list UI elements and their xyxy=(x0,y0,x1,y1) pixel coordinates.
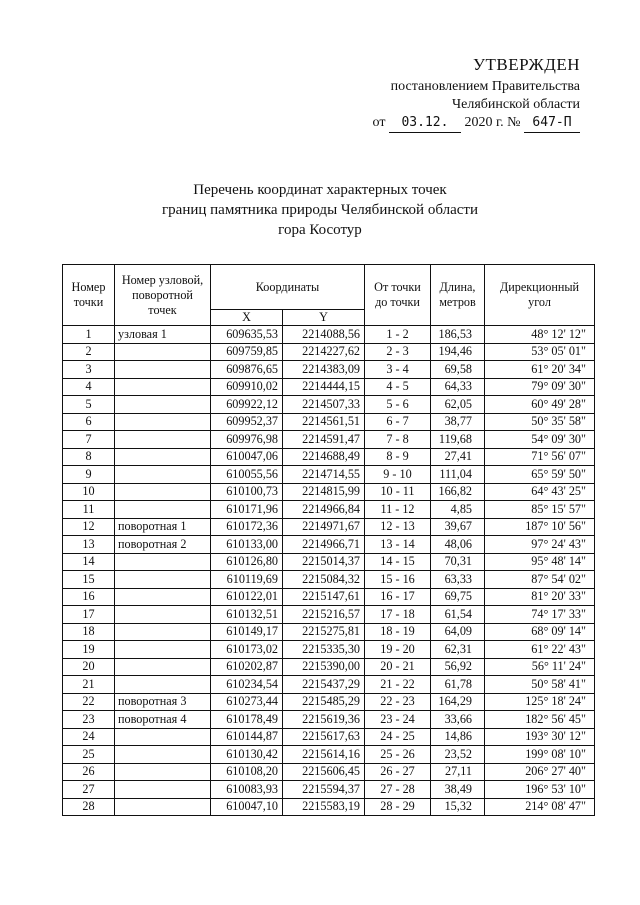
cell-length: 56,92 xyxy=(431,658,485,676)
cell-y: 2215594,37 xyxy=(283,781,365,799)
cell-segment: 4 - 5 xyxy=(365,378,431,396)
approval-date: 03.12. xyxy=(389,114,461,133)
cell-point-type: поворотная 2 xyxy=(115,536,211,554)
cell-length: 62,31 xyxy=(431,641,485,659)
cell-length: 38,77 xyxy=(431,413,485,431)
header-length: Длина, метров xyxy=(431,265,485,326)
cell-point-type xyxy=(115,781,211,799)
cell-segment: 21 - 22 xyxy=(365,676,431,694)
cell-length: 48,06 xyxy=(431,536,485,554)
cell-point-number: 9 xyxy=(63,466,115,484)
table-body xyxy=(63,326,595,816)
table-row xyxy=(63,396,595,414)
cell-point-type: поворотная 3 xyxy=(115,693,211,711)
header-y: Y xyxy=(283,310,365,326)
cell-segment: 11 - 12 xyxy=(365,501,431,519)
cell-point-type xyxy=(115,798,211,816)
cell-point-type xyxy=(115,553,211,571)
cell-x: 609910,02 xyxy=(211,378,283,396)
cell-point-type xyxy=(115,396,211,414)
cell-x: 610132,51 xyxy=(211,606,283,624)
table-row xyxy=(63,483,595,501)
cell-segment: 2 - 3 xyxy=(365,343,431,361)
cell-point-number: 6 xyxy=(63,413,115,431)
cell-y: 2214561,51 xyxy=(283,413,365,431)
cell-x: 609635,53 xyxy=(211,326,283,344)
cell-x: 610130,42 xyxy=(211,746,283,764)
cell-x: 610119,69 xyxy=(211,571,283,589)
cell-length: 119,68 xyxy=(431,431,485,449)
table-row xyxy=(63,658,595,676)
cell-segment: 23 - 24 xyxy=(365,711,431,729)
header-x: X xyxy=(211,310,283,326)
cell-angle: 87° 54' 02" xyxy=(485,571,595,589)
cell-segment: 6 - 7 xyxy=(365,413,431,431)
table-row xyxy=(63,728,595,746)
cell-point-type: поворотная 1 xyxy=(115,518,211,536)
cell-point-number: 16 xyxy=(63,588,115,606)
cell-x: 610202,87 xyxy=(211,658,283,676)
cell-x: 610126,80 xyxy=(211,553,283,571)
table-row xyxy=(63,798,595,816)
cell-y: 2215583,19 xyxy=(283,798,365,816)
cell-point-number: 24 xyxy=(63,728,115,746)
cell-point-type xyxy=(115,413,211,431)
cell-segment: 19 - 20 xyxy=(365,641,431,659)
cell-angle: 187° 10' 56" xyxy=(485,518,595,536)
cell-angle: 95° 48' 14" xyxy=(485,553,595,571)
cell-y: 2215614,16 xyxy=(283,746,365,764)
table-row xyxy=(63,781,595,799)
cell-point-number: 15 xyxy=(63,571,115,589)
cell-point-type xyxy=(115,343,211,361)
cell-length: 27,41 xyxy=(431,448,485,466)
cell-length: 61,78 xyxy=(431,676,485,694)
cell-length: 62,05 xyxy=(431,396,485,414)
cell-point-type xyxy=(115,658,211,676)
cell-angle: 125° 18' 24" xyxy=(485,693,595,711)
cell-angle: 61° 20' 34" xyxy=(485,361,595,379)
cell-point-type: поворотная 4 xyxy=(115,711,211,729)
header-point-type: Номер узловой, поворотной точек xyxy=(115,265,211,326)
cell-angle: 50° 35' 58" xyxy=(485,413,595,431)
cell-x: 610234,54 xyxy=(211,676,283,694)
cell-point-number: 26 xyxy=(63,763,115,781)
cell-y: 2215014,37 xyxy=(283,553,365,571)
cell-angle: 81° 20' 33" xyxy=(485,588,595,606)
cell-segment: 22 - 23 xyxy=(365,693,431,711)
cell-x: 610144,87 xyxy=(211,728,283,746)
cell-segment: 25 - 26 xyxy=(365,746,431,764)
cell-point-number: 17 xyxy=(63,606,115,624)
header-point-number: Номер точки xyxy=(63,265,115,326)
cell-point-number: 1 xyxy=(63,326,115,344)
cell-point-number: 7 xyxy=(63,431,115,449)
cell-y: 2215485,29 xyxy=(283,693,365,711)
cell-segment: 1 - 2 xyxy=(365,326,431,344)
table-row xyxy=(63,606,595,624)
cell-segment: 9 - 10 xyxy=(365,466,431,484)
cell-length: 38,49 xyxy=(431,781,485,799)
cell-x: 610108,20 xyxy=(211,763,283,781)
title-line-2: границ памятника природы Челябинской области xyxy=(162,202,478,218)
table-row xyxy=(63,553,595,571)
cell-segment: 12 - 13 xyxy=(365,518,431,536)
table-row xyxy=(63,326,595,344)
cell-segment: 5 - 6 xyxy=(365,396,431,414)
cell-angle: 199° 08' 10" xyxy=(485,746,595,764)
table-row xyxy=(63,431,595,449)
cell-x: 610122,01 xyxy=(211,588,283,606)
cell-x: 610047,06 xyxy=(211,448,283,466)
approval-year: 2020 г. xyxy=(464,115,504,130)
cell-length: 70,31 xyxy=(431,553,485,571)
cell-point-number: 12 xyxy=(63,518,115,536)
cell-y: 2215147,61 xyxy=(283,588,365,606)
cell-point-type xyxy=(115,448,211,466)
cell-point-type xyxy=(115,483,211,501)
table-row xyxy=(63,361,595,379)
table-row xyxy=(63,466,595,484)
table-row xyxy=(63,623,595,641)
cell-y: 2214714,55 xyxy=(283,466,365,484)
cell-length: 164,29 xyxy=(431,693,485,711)
table-row xyxy=(63,676,595,694)
cell-point-type xyxy=(115,623,211,641)
cell-x: 610178,49 xyxy=(211,711,283,729)
cell-point-number: 5 xyxy=(63,396,115,414)
cell-y: 2214383,09 xyxy=(283,361,365,379)
header-segment: От точки до точки xyxy=(365,265,431,326)
cell-point-type xyxy=(115,431,211,449)
cell-length: 111,04 xyxy=(431,466,485,484)
cell-y: 2215619,36 xyxy=(283,711,365,729)
title-line-1: Перечень координат характерных точек xyxy=(193,182,447,198)
cell-point-number: 25 xyxy=(63,746,115,764)
cell-x: 610083,93 xyxy=(211,781,283,799)
cell-y: 2215216,57 xyxy=(283,606,365,624)
cell-angle: 54° 09' 30" xyxy=(485,431,595,449)
table-row xyxy=(63,641,595,659)
table-row xyxy=(63,378,595,396)
approval-line-1: постановлением Правительства xyxy=(390,79,580,94)
title-line-3: гора Косотур xyxy=(278,222,362,238)
cell-length: 61,54 xyxy=(431,606,485,624)
approval-line-2: Челябинской области xyxy=(452,97,580,112)
cell-length: 63,33 xyxy=(431,571,485,589)
date-prefix: от xyxy=(372,115,386,130)
cell-length: 4,85 xyxy=(431,501,485,519)
cell-length: 15,32 xyxy=(431,798,485,816)
cell-y: 2215390,00 xyxy=(283,658,365,676)
cell-angle: 85° 15' 57" xyxy=(485,501,595,519)
cell-segment: 28 - 29 xyxy=(365,798,431,816)
cell-point-number: 14 xyxy=(63,553,115,571)
cell-point-number: 4 xyxy=(63,378,115,396)
cell-point-number: 20 xyxy=(63,658,115,676)
cell-length: 14,86 xyxy=(431,728,485,746)
cell-y: 2215437,29 xyxy=(283,676,365,694)
table-row xyxy=(63,711,595,729)
cell-angle: 64° 43' 25" xyxy=(485,483,595,501)
cell-length: 39,67 xyxy=(431,518,485,536)
cell-angle: 53° 05' 01" xyxy=(485,343,595,361)
cell-point-type xyxy=(115,501,211,519)
cell-angle: 68° 09' 14" xyxy=(485,623,595,641)
cell-segment: 26 - 27 xyxy=(365,763,431,781)
cell-angle: 206° 27' 40" xyxy=(485,763,595,781)
cell-segment: 3 - 4 xyxy=(365,361,431,379)
cell-segment: 27 - 28 xyxy=(365,781,431,799)
cell-length: 186,53 xyxy=(431,326,485,344)
table-row xyxy=(63,343,595,361)
cell-point-type: узловая 1 xyxy=(115,326,211,344)
cell-point-type xyxy=(115,466,211,484)
table-row xyxy=(63,518,595,536)
cell-segment: 8 - 9 xyxy=(365,448,431,466)
table-row xyxy=(63,693,595,711)
cell-point-type xyxy=(115,746,211,764)
cell-y: 2215084,32 xyxy=(283,571,365,589)
cell-segment: 7 - 8 xyxy=(365,431,431,449)
cell-angle: 71° 56' 07" xyxy=(485,448,595,466)
cell-point-number: 28 xyxy=(63,798,115,816)
cell-angle: 193° 30' 12" xyxy=(485,728,595,746)
cell-point-number: 21 xyxy=(63,676,115,694)
number-prefix: № xyxy=(507,115,521,130)
table-row xyxy=(63,746,595,764)
cell-segment: 13 - 14 xyxy=(365,536,431,554)
table-row xyxy=(63,763,595,781)
cell-x: 610171,96 xyxy=(211,501,283,519)
cell-y: 2214971,67 xyxy=(283,518,365,536)
cell-point-number: 22 xyxy=(63,693,115,711)
cell-y: 2214227,62 xyxy=(283,343,365,361)
cell-point-number: 8 xyxy=(63,448,115,466)
cell-angle: 196° 53' 10" xyxy=(485,781,595,799)
cell-y: 2215617,63 xyxy=(283,728,365,746)
cell-y: 2214688,49 xyxy=(283,448,365,466)
cell-length: 33,66 xyxy=(431,711,485,729)
table-row xyxy=(63,448,595,466)
cell-point-number: 10 xyxy=(63,483,115,501)
cell-x: 609976,98 xyxy=(211,431,283,449)
cell-point-type xyxy=(115,728,211,746)
cell-length: 69,75 xyxy=(431,588,485,606)
table-row xyxy=(63,588,595,606)
cell-angle: 182° 56' 45" xyxy=(485,711,595,729)
cell-point-number: 11 xyxy=(63,501,115,519)
header-angle: Дирекционный угол xyxy=(485,265,595,326)
coordinates-table xyxy=(62,264,595,816)
cell-angle: 50° 58' 41" xyxy=(485,676,595,694)
cell-point-number: 13 xyxy=(63,536,115,554)
header-coordinates: Координаты xyxy=(211,265,365,310)
cell-point-type xyxy=(115,763,211,781)
cell-point-type xyxy=(115,606,211,624)
cell-angle: 79° 09' 30" xyxy=(485,378,595,396)
cell-segment: 18 - 19 xyxy=(365,623,431,641)
cell-segment: 14 - 15 xyxy=(365,553,431,571)
cell-segment: 16 - 17 xyxy=(365,588,431,606)
cell-x: 610100,73 xyxy=(211,483,283,501)
cell-point-type xyxy=(115,571,211,589)
cell-x: 609759,85 xyxy=(211,343,283,361)
cell-segment: 24 - 25 xyxy=(365,728,431,746)
cell-point-number: 23 xyxy=(63,711,115,729)
cell-length: 194,46 xyxy=(431,343,485,361)
cell-point-type xyxy=(115,676,211,694)
cell-x: 610173,02 xyxy=(211,641,283,659)
cell-y: 2215335,30 xyxy=(283,641,365,659)
cell-length: 23,52 xyxy=(431,746,485,764)
approval-number: 647-П xyxy=(524,114,580,133)
cell-y: 2214591,47 xyxy=(283,431,365,449)
cell-point-number: 18 xyxy=(63,623,115,641)
cell-y: 2214966,84 xyxy=(283,501,365,519)
cell-angle: 97° 24' 43" xyxy=(485,536,595,554)
cell-angle: 65° 59' 50" xyxy=(485,466,595,484)
cell-point-number: 19 xyxy=(63,641,115,659)
cell-y: 2215606,45 xyxy=(283,763,365,781)
cell-segment: 10 - 11 xyxy=(365,483,431,501)
table-row xyxy=(63,501,595,519)
cell-x: 610055,56 xyxy=(211,466,283,484)
cell-y: 2214444,15 xyxy=(283,378,365,396)
cell-angle: 48° 12' 12" xyxy=(485,326,595,344)
cell-x: 610273,44 xyxy=(211,693,283,711)
cell-x: 610133,00 xyxy=(211,536,283,554)
cell-point-type xyxy=(115,361,211,379)
cell-length: 166,82 xyxy=(431,483,485,501)
approval-date-line xyxy=(330,114,580,133)
cell-y: 2214507,33 xyxy=(283,396,365,414)
cell-segment: 15 - 16 xyxy=(365,571,431,589)
cell-y: 2215275,81 xyxy=(283,623,365,641)
cell-y: 2214088,56 xyxy=(283,326,365,344)
table-row xyxy=(63,536,595,554)
cell-point-number: 27 xyxy=(63,781,115,799)
cell-angle: 61° 22' 43" xyxy=(485,641,595,659)
cell-x: 609952,37 xyxy=(211,413,283,431)
cell-angle: 60° 49' 28" xyxy=(485,396,595,414)
cell-angle: 74° 17' 33" xyxy=(485,606,595,624)
cell-angle: 56° 11' 24" xyxy=(485,658,595,676)
table-row xyxy=(63,571,595,589)
cell-x: 609922,12 xyxy=(211,396,283,414)
cell-x: 610047,10 xyxy=(211,798,283,816)
cell-point-type xyxy=(115,378,211,396)
cell-length: 69,58 xyxy=(431,361,485,379)
approval-stamp xyxy=(330,56,580,133)
cell-length: 64,09 xyxy=(431,623,485,641)
cell-x: 609876,65 xyxy=(211,361,283,379)
cell-angle: 214° 08' 47" xyxy=(485,798,595,816)
cell-segment: 17 - 18 xyxy=(365,606,431,624)
cell-length: 64,33 xyxy=(431,378,485,396)
approval-heading: УТВЕРЖДЕН xyxy=(473,55,580,74)
cell-segment: 20 - 21 xyxy=(365,658,431,676)
cell-y: 2214815,99 xyxy=(283,483,365,501)
cell-point-type xyxy=(115,641,211,659)
document-title xyxy=(0,180,640,240)
cell-point-number: 2 xyxy=(63,343,115,361)
table-row xyxy=(63,413,595,431)
cell-point-type xyxy=(115,588,211,606)
cell-x: 610172,36 xyxy=(211,518,283,536)
cell-length: 27,11 xyxy=(431,763,485,781)
cell-y: 2214966,71 xyxy=(283,536,365,554)
cell-x: 610149,17 xyxy=(211,623,283,641)
cell-point-number: 3 xyxy=(63,361,115,379)
